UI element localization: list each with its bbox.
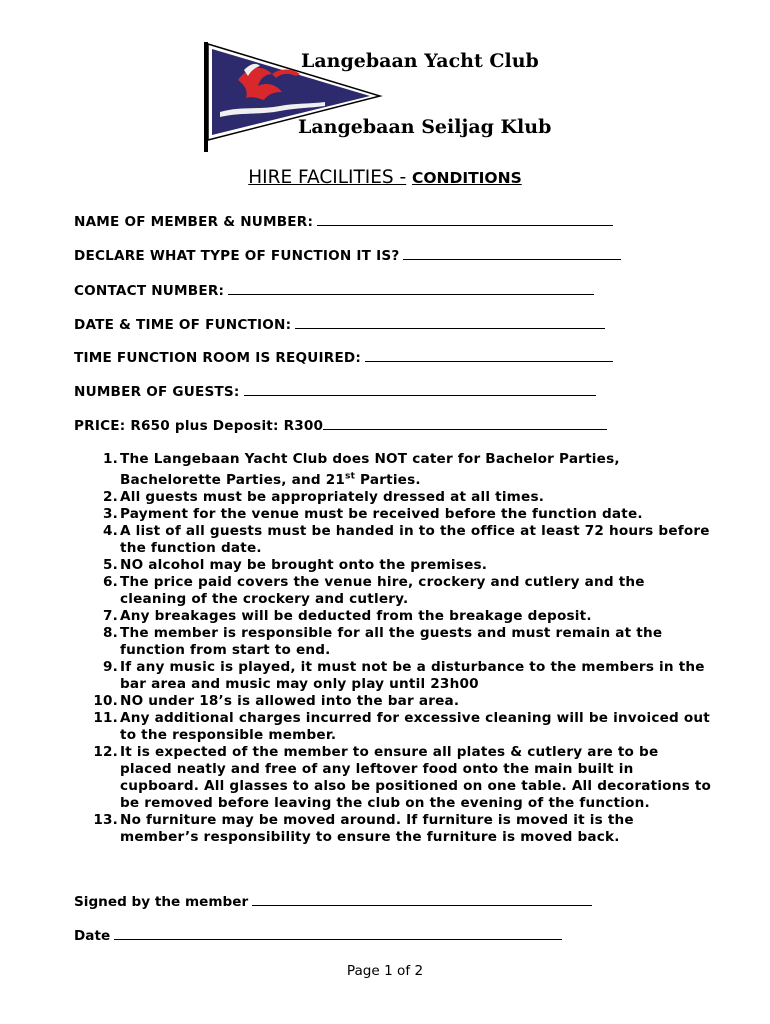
item-number: 12. (93, 743, 118, 760)
signature-row (74, 892, 592, 910)
list-item (74, 659, 714, 693)
item-text: The price paid covers the venue hire, crockery and cutlery and the cleaning of the crockery and cutlery. (120, 573, 645, 607)
item-number: 4. (102, 522, 118, 539)
item-number: 13. (93, 811, 118, 828)
item-number: 7. (102, 607, 118, 624)
item-number: 6. (102, 573, 118, 590)
club-name-afrikaans: Langebaan Seiljag Klub (298, 116, 552, 138)
club-name-english: Langebaan Yacht Club (301, 50, 539, 72)
list-item (74, 812, 714, 846)
field-label: NAME OF MEMBER & NUMBER: (74, 214, 314, 230)
item-number: 11. (93, 709, 118, 726)
field-member-name (74, 212, 613, 230)
item-text: Any breakages will be deducted from the breakage deposit. (120, 607, 592, 624)
club-logo (200, 40, 580, 152)
list-item (74, 574, 714, 608)
list-item (74, 451, 714, 489)
list-item (74, 608, 714, 625)
list-item (74, 744, 714, 812)
title-part-1: HIRE FACILITIES - (248, 167, 407, 188)
signature-line[interactable] (252, 892, 592, 906)
fill-in-line[interactable] (295, 315, 605, 329)
item-number: 9. (102, 658, 118, 675)
field-label: CONTACT NUMBER: (74, 283, 225, 299)
item-text: NO under 18’s is allowed into the bar area. (120, 692, 460, 709)
date-label: Date (74, 928, 111, 944)
fill-in-line[interactable] (317, 212, 613, 226)
list-item (74, 710, 714, 744)
item-text: NO alcohol may be brought onto the premises. (120, 556, 488, 573)
date-line[interactable] (114, 926, 562, 940)
item-number: 1. (102, 451, 118, 467)
fill-in-line[interactable] (228, 281, 594, 295)
item-text: No furniture may be moved around. If furniture is moved it is the member’s responsibility to ensure the furniture is moved back. (120, 811, 634, 845)
page-number: Page 1 of 2 (346, 963, 424, 979)
field-label: PRICE: R650 plus Deposit: R300 (74, 418, 324, 434)
field-label: NUMBER OF GUESTS: (74, 384, 240, 400)
list-item (74, 506, 714, 523)
title-part-2: CONDITIONS (411, 169, 522, 187)
item-text: A list of all guests must be handed in to the office at least 72 hours before the function date. (120, 522, 710, 556)
field-label: DATE & TIME OF FUNCTION: (74, 317, 292, 333)
item-number: 3. (102, 505, 118, 522)
field-label: DECLARE WHAT TYPE OF FUNCTION IT IS? (74, 248, 400, 264)
item-text: All guests must be appropriately dressed at all times. (120, 488, 545, 505)
field-contact-number (74, 281, 594, 299)
item-text: The Langebaan Yacht Club does NOT cater for Bachelor Parties, Bachelorette Parties, and 21st Parties. (120, 451, 620, 488)
field-function-type (74, 246, 621, 264)
item-number: 8. (102, 624, 118, 641)
list-item (74, 693, 714, 710)
fill-in-line[interactable] (244, 382, 596, 396)
field-date-time (74, 315, 605, 333)
list-item (74, 489, 714, 506)
item-text: If any music is played, it must not be a disturbance to the members in the bar area and music may only play until 23h00 (120, 658, 705, 692)
item-text: It is expected of the member to ensure all plates & cutlery are to be placed neatly and free of any leftover food onto the main built in cupboard. All glasses to also be positioned on one table. All decorations to be removed before leaving the club on the evening of the function. (120, 743, 712, 811)
item-number: 2. (102, 488, 118, 505)
date-row (74, 926, 562, 944)
list-item (74, 625, 714, 659)
item-text: Payment for the venue must be received before the function date. (120, 505, 643, 522)
signed-label: Signed by the member (74, 894, 249, 910)
list-item (74, 523, 714, 557)
fill-in-line[interactable] (365, 348, 613, 362)
fill-in-line[interactable] (403, 246, 621, 260)
field-label: TIME FUNCTION ROOM IS REQUIRED: (74, 350, 362, 366)
item-number: 10. (93, 692, 118, 709)
field-price (74, 416, 607, 434)
document-title (0, 167, 770, 188)
item-text: Any additional charges incurred for excessive cleaning will be invoiced out to the responsible member. (120, 709, 710, 743)
conditions-list (74, 451, 714, 846)
field-number-of-guests (74, 382, 596, 400)
item-number: 5. (102, 556, 118, 573)
field-room-time (74, 348, 613, 366)
fill-in-line[interactable] (323, 416, 607, 430)
list-item (74, 557, 714, 574)
item-text: The member is responsible for all the guests and must remain at the function from start to end. (120, 624, 663, 658)
